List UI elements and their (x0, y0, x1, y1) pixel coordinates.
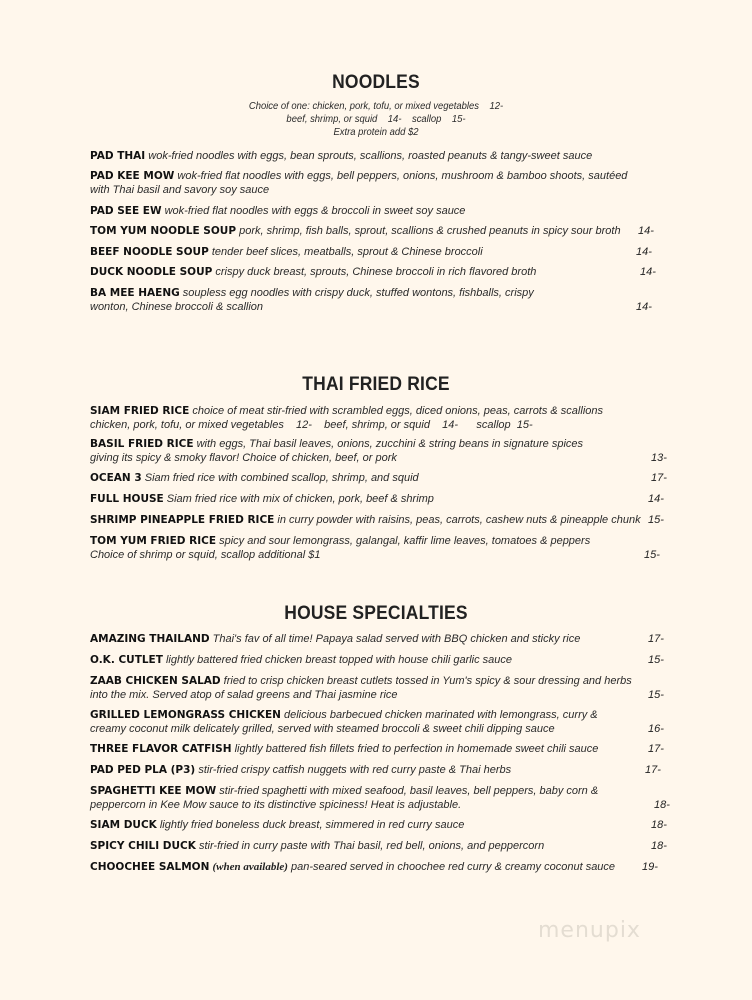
item-name: PAD KEE MOW (90, 170, 175, 182)
item-desc: spicy and sour lemongrass, galangal, kaffir lime leaves, tomatoes & peppers (219, 535, 591, 547)
menu-item (90, 204, 670, 218)
item-name: GRILLED LEMONGRASS CHICKEN (90, 709, 281, 721)
menu-item (90, 534, 670, 562)
item-desc: Siam fried rice with combined scallop, shrimp, and squid (144, 472, 419, 484)
specialties-section (0, 603, 752, 625)
item-price: 17- (648, 633, 664, 645)
item-desc: lightly battered fried chicken breast topped with house chili garlic sauce (165, 654, 513, 666)
item-name: TOM YUM FRIED RICE (90, 535, 217, 547)
item-price: 15- (648, 654, 664, 666)
item-price: 15- (648, 689, 664, 701)
item-desc: fried to crisp chicken breast cutlets tossed in Yum's spicy & sour dressing and herbs into the mix. Served atop of salad greens and Thai jasmine rice (90, 675, 632, 701)
menu-item (90, 513, 670, 527)
noodles-section (0, 72, 752, 139)
watermark-logo: menupix (538, 918, 641, 943)
item-name: PAD PED PLA (P3) (90, 764, 196, 776)
menu-item (90, 404, 670, 432)
item-price: 18- (654, 799, 670, 811)
item-desc: wok-fried noodles with eggs, bean sprouts, scallions, roasted peanuts & tangy-sweet sauce (148, 150, 593, 162)
item-note: (when available) (212, 861, 288, 873)
menu-item (90, 245, 670, 259)
menu-item (90, 492, 670, 506)
intro-line: beef, shrimp, or squid 14- scallop 15- (286, 113, 466, 125)
menu-item (90, 742, 670, 756)
item-price: 15- (644, 549, 660, 561)
item-name: DUCK NOODLE SOUP (90, 266, 213, 278)
item-name: AMAZING THAILAND (90, 633, 210, 645)
section-title: THAI FRIED RICE (302, 374, 450, 395)
menu-item (90, 632, 670, 646)
item-name: PAD THAI (90, 150, 146, 162)
item-desc: pork, shrimp, fish balls, sprout, scallions & crushed peanuts in spicy sour broth (239, 225, 621, 237)
item-price: 19- (642, 861, 658, 873)
menu-item (90, 860, 670, 874)
item-name: TOM YUM NOODLE SOUP (90, 225, 237, 237)
item-desc: tender beef slices, meatballs, sprout & Chinese broccoli (211, 246, 483, 258)
item-price: 14- (638, 225, 654, 237)
item-price: 14- (636, 246, 652, 258)
section-title: HOUSE SPECIALTIES (284, 603, 468, 624)
item-price: 15- (648, 514, 664, 526)
item-name: THREE FLAVOR CATFISH (90, 743, 232, 755)
item-name: SPICY CHILI DUCK (90, 840, 196, 852)
item-name: BASIL FRIED RICE (90, 438, 194, 450)
item-desc: stir-fried in curry paste with Thai basil, red bell, onions, and peppercorn (198, 840, 545, 852)
menu-item (90, 437, 667, 465)
menu-item (90, 708, 664, 736)
item-desc-options: chicken, pork, tofu, or mixed vegetables 12- beef, shrimp, or squid 14- scallop 15- (90, 419, 533, 431)
item-desc: Siam fried rice with mix of chicken, pork, beef & shrimp (166, 493, 434, 505)
item-price: 14- (640, 266, 656, 278)
item-name: SIAM FRIED RICE (90, 405, 190, 417)
item-price: 18- (651, 819, 667, 831)
menu-item (90, 818, 670, 832)
item-desc: stir-fried crispy catfish nuggets with red curry paste & Thai herbs (198, 764, 512, 776)
menu-item (90, 149, 670, 163)
item-name: SIAM DUCK (90, 819, 157, 831)
item-name: O.K. CUTLET (90, 654, 163, 666)
item-name: SPAGHETTI KEE MOW (90, 785, 217, 797)
item-desc: in curry powder with raisins, peas, carrots, cashew nuts & pineapple chunk (277, 514, 641, 526)
item-name: OCEAN 3 (90, 472, 142, 484)
item-desc-options: Choice of shrimp or squid, scallop additional $1 (90, 549, 321, 561)
item-price: 17- (645, 764, 661, 776)
menu-item (90, 674, 664, 702)
item-price: 14- (648, 493, 664, 505)
menu-item (90, 784, 670, 812)
item-price: 13- (651, 452, 667, 464)
item-price: 17- (648, 743, 664, 755)
item-desc: Thai's fav of all time! Papaya salad served with BBQ chicken and sticky rice (212, 633, 581, 645)
item-name: FULL HOUSE (90, 493, 164, 505)
item-desc: stir-fried spaghetti with mixed seafood, basil leaves, bell peppers, baby corn & peppercorn in Kee Mow sauce to its distinctive spiciness! Heat is adjustable. (90, 785, 599, 811)
intro-line: Extra protein add $2 (333, 126, 419, 138)
item-desc: lightly battered fish fillets fried to perfection in homemade sweet chili sauce (234, 743, 599, 755)
fried-rice-section (0, 374, 752, 396)
section-title: NOODLES (332, 72, 420, 93)
menu-item (90, 763, 670, 777)
item-desc: choice of meat stir-fried with scrambled eggs, diced onions, peas, carrots & scallions (192, 405, 603, 417)
item-desc: soupless egg noodles with crispy duck, stuffed wontons, fishballs, crispy wonton, Chinese broccoli & scallion (90, 287, 534, 313)
item-price: 17- (651, 472, 667, 484)
item-price: 16- (648, 723, 664, 735)
item-name: BEEF NOODLE SOUP (90, 246, 209, 258)
menu-item (90, 169, 630, 197)
item-desc: lightly fried boneless duck breast, simmered in red curry sauce (159, 819, 465, 831)
item-desc: with eggs, Thai basil leaves, onions, zucchini & string beans in signature spices giving its spicy & smoky flavor! Choice of chicken, beef, or pork (90, 438, 584, 464)
menu-item (90, 471, 670, 485)
menu-item (90, 224, 670, 238)
item-desc: delicious barbecued chicken marinated with lemongrass, curry & creamy coconut milk delicately grilled, served with steamed broccoli & sweet chili dipping sauce (90, 709, 598, 735)
item-desc: wok-fried flat noodles with eggs & broccoli in sweet soy sauce (164, 205, 466, 217)
noodles-intro (38, 100, 715, 139)
item-name: CHOOCHEE SALMON (90, 861, 210, 873)
item-desc: wok-fried flat noodles with eggs, bell peppers, onions, mushroom & bamboo shoots, sautéed with Thai basil and savory soy sauce (90, 170, 628, 196)
intro-line: Choice of one: chicken, pork, tofu, or mixed vegetables 12- (248, 100, 504, 112)
item-name: SHRIMP PINEAPPLE FRIED RICE (90, 514, 275, 526)
item-name: BA MEE HAENG (90, 287, 180, 299)
item-desc: crispy duck breast, sprouts, Chinese broccoli in rich flavored broth (215, 266, 537, 278)
item-desc: pan-seared served in choochee red curry & creamy coconut sauce (290, 861, 616, 873)
item-price: 14- (636, 301, 652, 313)
item-name: ZAAB CHICKEN SALAD (90, 675, 221, 687)
menu-item (90, 265, 670, 279)
menu-item (90, 286, 652, 314)
item-price: 18- (651, 840, 667, 852)
menu-item (90, 653, 670, 667)
menu-item (90, 839, 670, 853)
item-name: PAD SEE EW (90, 205, 162, 217)
